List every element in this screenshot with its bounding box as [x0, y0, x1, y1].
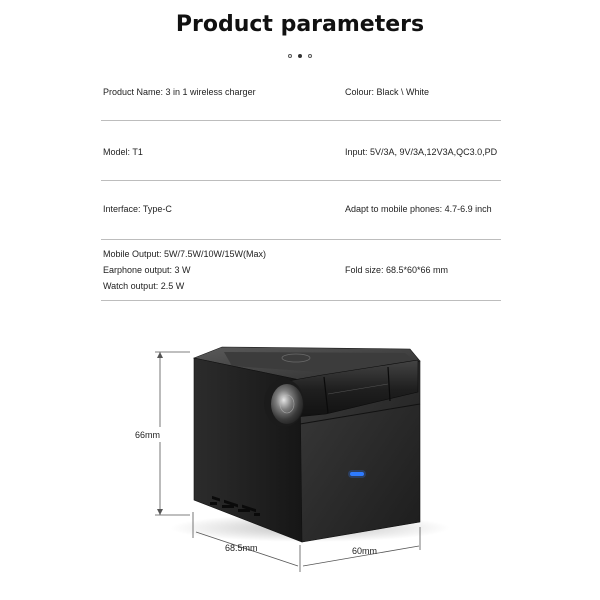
input-text: Input: 5V/3A, 9V/3A,12V3A,QC3.0,PD	[345, 147, 498, 157]
width-dimension-label: 68.5mm	[225, 543, 258, 553]
colour-text: Colour: Black \ White	[345, 87, 430, 97]
page-title: Product parameters	[175, 12, 425, 37]
depth-dimension-label: 60mm	[352, 546, 378, 556]
phone-size-text: Adapt to mobile phones: 4.7-6.9 inch	[345, 204, 492, 214]
interface-text: Interface: Type-C	[103, 204, 172, 214]
earphone-output-text: Earphone output: 3 W	[103, 265, 191, 275]
model-text: Model: T1	[103, 147, 143, 157]
height-dimension-label: 66mm	[135, 430, 161, 440]
product-name-text: Product Name: 3 in 1 wireless charger	[103, 87, 256, 97]
watch-output-text: Watch output: 2.5 W	[103, 281, 185, 291]
rotation-knob	[271, 384, 303, 424]
fold-size-text: Fold size: 68.5*60*66 mm	[345, 265, 449, 275]
mobile-output-text: Mobile Output: 5W/7.5W/10W/15W(Max)	[103, 249, 267, 259]
